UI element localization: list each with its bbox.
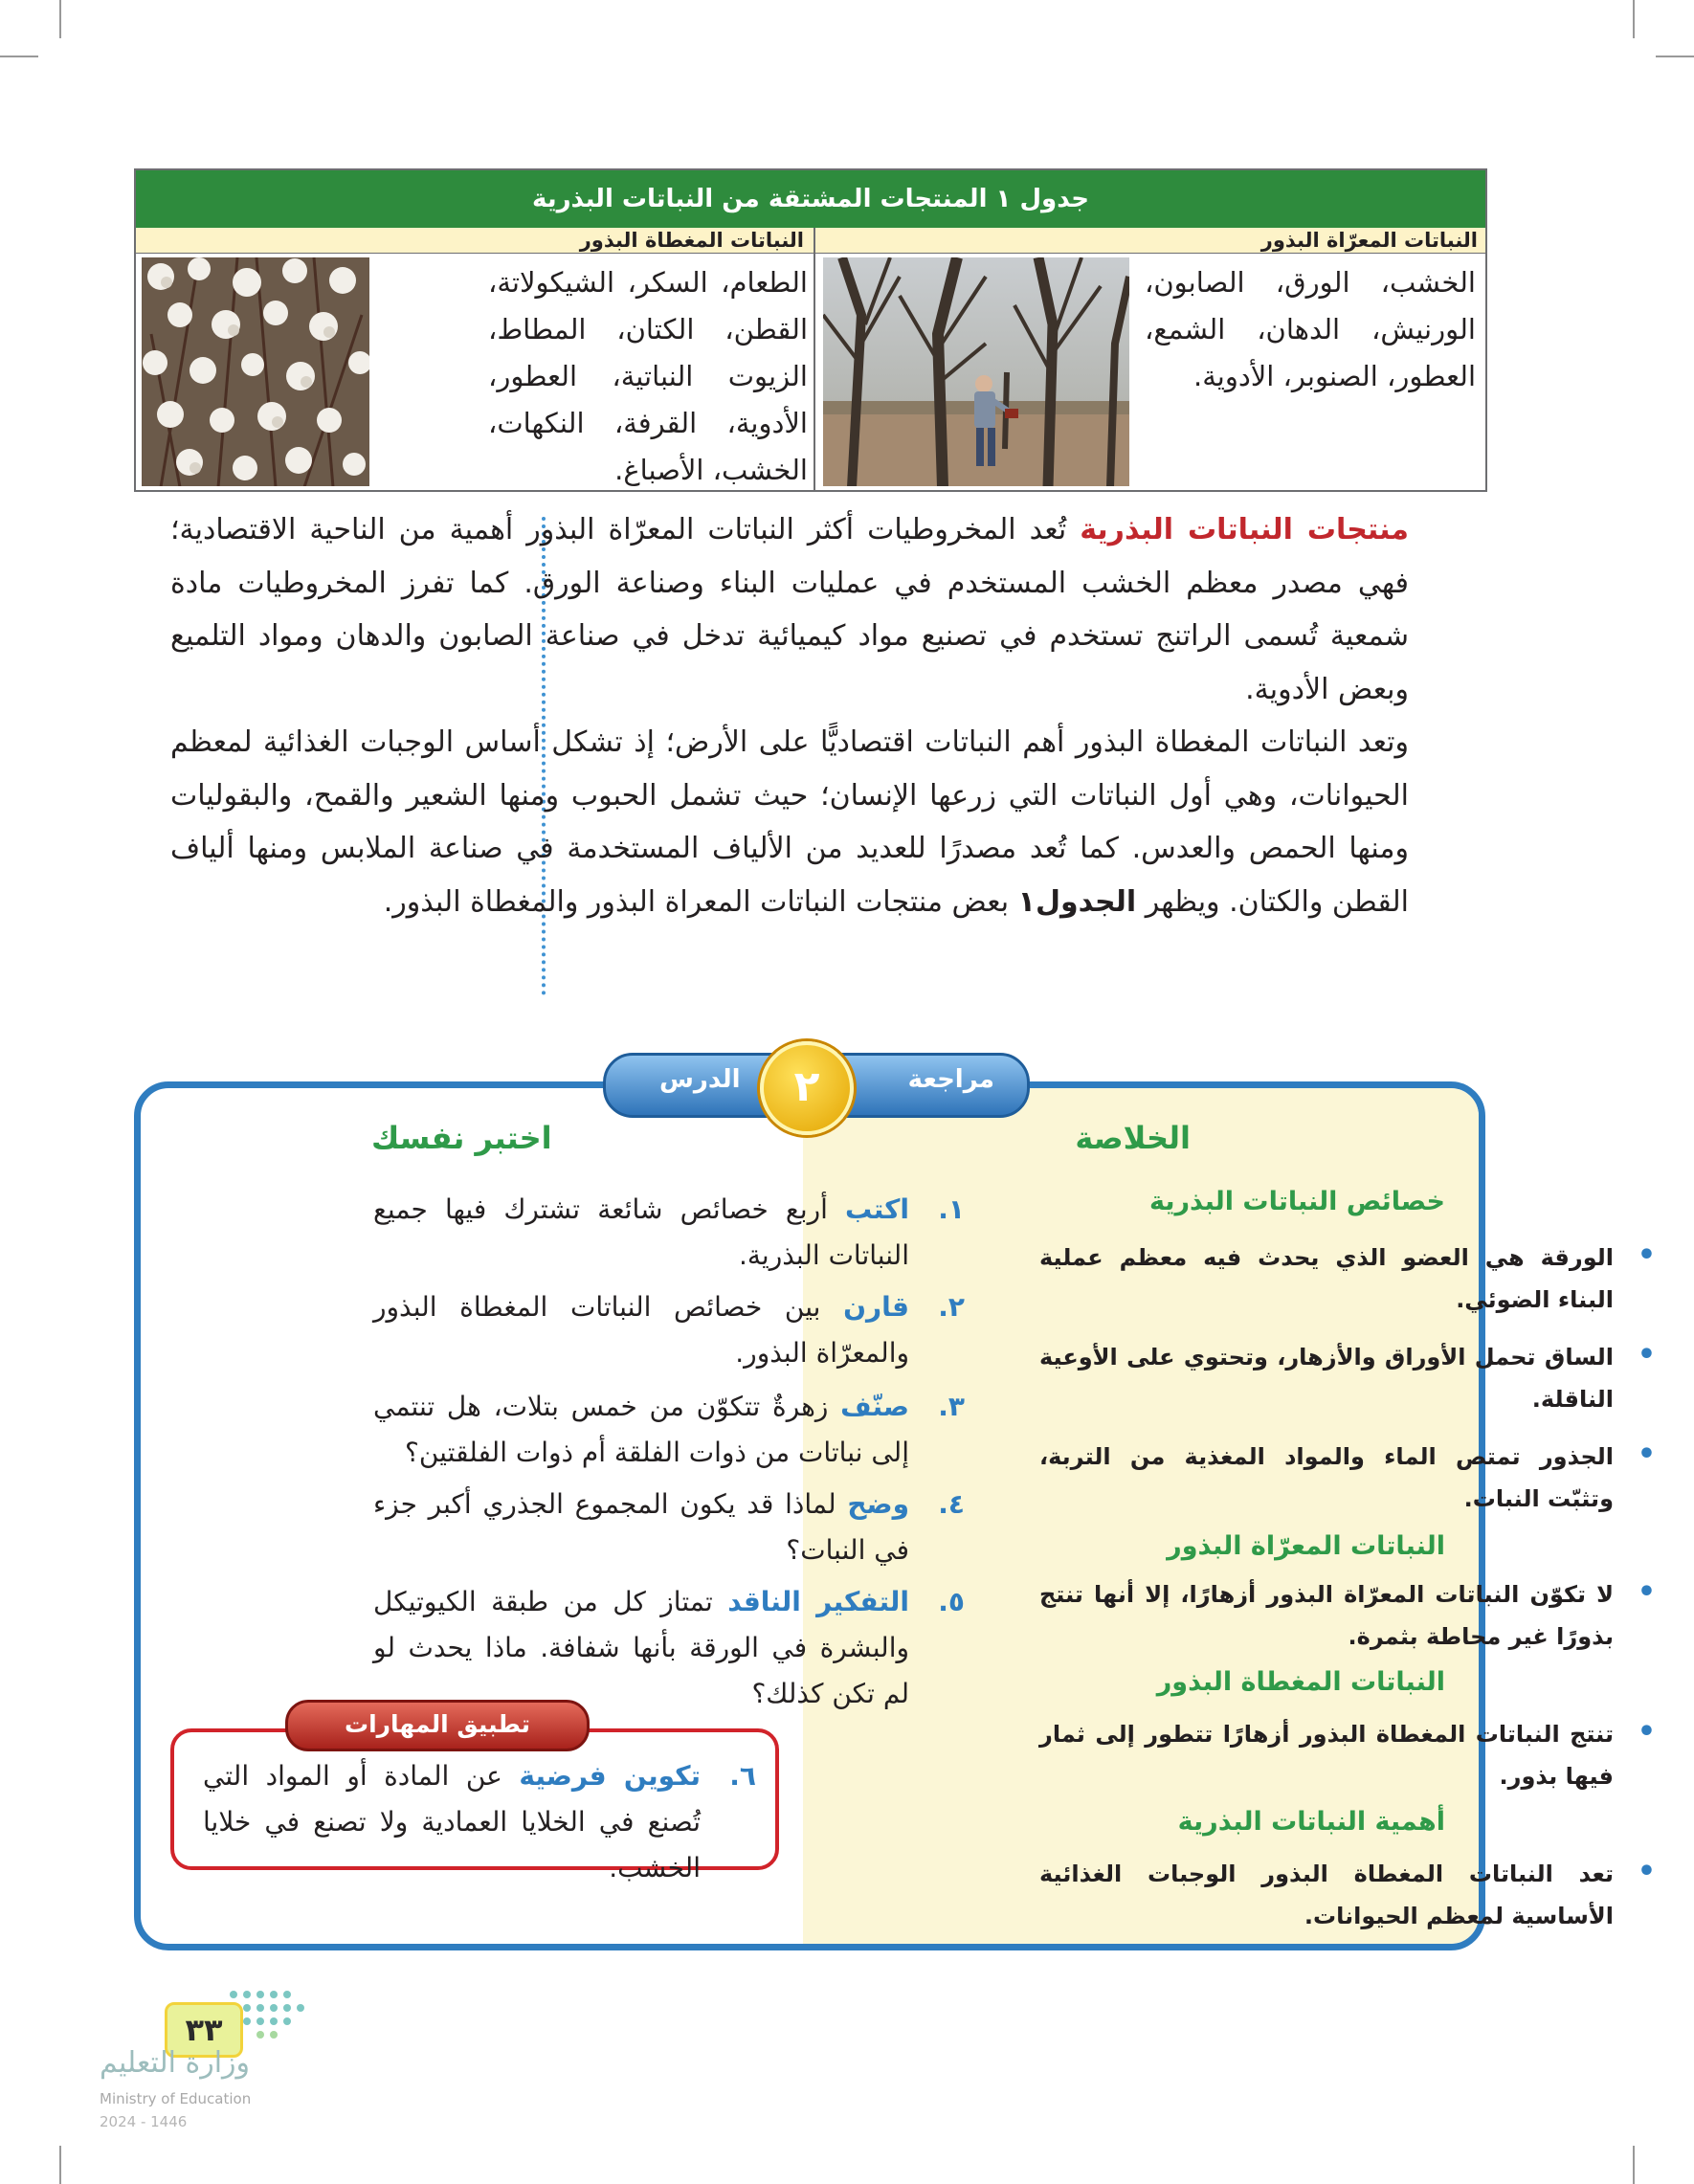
question-text: لماذا قد يكون المجموع الجذري أكبر جزء في النبات؟ [373, 1488, 909, 1566]
bullet-text: الورقة هي العضو الذي يحدث فيه معظم عملية البناء الضوئي. [1039, 1244, 1614, 1313]
table-title: جدول ١ المنتجات المشتقة من النباتات البذرية [136, 170, 1485, 228]
question-text: تمتاز كل من طبقة الكيوتيكل والبشرة في الورقة بأنها شفافة. ماذا يحدث لو لم تكن كذلك؟ [373, 1586, 909, 1709]
summary-bullet-4 [1039, 1573, 1656, 1658]
bullet-dot: • [1637, 1338, 1656, 1371]
question-5 [373, 1579, 965, 1717]
question-verb: التفكير الناقد [727, 1586, 909, 1617]
summary-bullet-6 [1039, 1853, 1656, 1937]
crop-mark [1656, 56, 1694, 57]
angiosperm-products: الطعام، السكر، الشيكولاتة، القطن، الكتان، المطاط، الزيوت النباتية، العطور، الأدوية، القرفة، النكهات، الخشب، الأصباغ. [488, 266, 808, 486]
products-table [134, 168, 1487, 492]
crop-mark [59, 0, 61, 38]
summary-bullet-3 [1039, 1436, 1656, 1520]
bullet-text: الساق تحمل الأوراق والأزهار، وتحتوي على الأوعية الناقلة. [1039, 1344, 1614, 1413]
question-2 [373, 1284, 965, 1376]
bullet-dot: • [1637, 1715, 1656, 1749]
test-yourself-title: اختبر نفسك [371, 1120, 552, 1156]
question-verb: قارن [843, 1291, 909, 1323]
lesson-number-badge: ٢ [760, 1041, 854, 1135]
paragraph-1 [170, 503, 1409, 716]
question-verb: تكوين فرضية [519, 1760, 701, 1792]
bullet-text: تنتج النباتات المغطاة البذور أزهارًا تتطور إلى ثمار فيها بذور. [1039, 1721, 1614, 1790]
table-body [136, 254, 1485, 490]
summary-heading-3: النباتات المغطاة البذور [1156, 1667, 1445, 1697]
gymnosperm-header: النباتات المعرّاة البذور [1260, 229, 1478, 252]
summary-bullet-1 [1039, 1237, 1656, 1321]
bullet-dot: • [1637, 1575, 1656, 1609]
question-text: زهرةٌ تتكوّن من خمس بتلات، هل تنتمي إلى نباتات من ذوات الفلقة أم ذوات الفلقتين؟ [373, 1391, 909, 1468]
summary-heading-4: أهمية النباتات البذرية [1177, 1807, 1445, 1837]
angiosperm-header: النباتات المغطاة البذور [579, 229, 804, 252]
question-text: أربع خصائص شائعة تشترك فيها جميع النباتات البذرية. [373, 1193, 909, 1271]
question-number: ٢. [938, 1291, 965, 1323]
table-subheader-row [136, 228, 1485, 254]
forest-photo [823, 257, 1129, 486]
question-number: ٦. [729, 1760, 756, 1792]
paragraph-1-text: تُعد المخروطيات أكثر النباتات المعرّاة البذور أهمية من الناحية الاقتصادية؛ فهي مصدر معظم الخشب المستخدم في عمليات البناء وصناعة الورق. كما تفرز المخروطيات مادة شمعية تُسمى الراتنج تستخدم في تصنيع مواد كيميائية تدخل في صناعة الصابون والدهان ومواد التلميع وبعض الأدوية. [170, 513, 1409, 706]
cotton-image [142, 257, 369, 486]
question-verb: صنّف [840, 1391, 909, 1422]
question-verb: وضح [847, 1488, 909, 1520]
bullet-text: تعد النباتات المغطاة البذور الوجبات الغذائية الأساسية لمعظم الحيوانات. [1039, 1861, 1614, 1929]
bullet-dot: • [1637, 1855, 1656, 1888]
paragraph-2 [170, 716, 1409, 928]
paragraph-2-text: وتعد النباتات المغطاة البذور أهم النباتات اقتصاديًّا على الأرض؛ إذ تشكل أساس الوجبات الغذائية لمعظم الحيوانات، وهي أول النباتات التي زرعها الإنسان؛ حيث تشمل الحبوب ومنها الشعير والقمح، والبقوليات ومنها الحمص والعدس. كما تُعد مصدرًا للعديد من الألياف المستخدمة في صناعة الملابس ومنها ألياف القطن والكتان. ويظهر [170, 725, 1409, 919]
cotton-photo [142, 257, 369, 486]
question-number: ٤. [938, 1488, 965, 1520]
edition-year: 2024 - 1446 [100, 2113, 188, 2130]
table-reference: الجدول١ [1017, 884, 1137, 919]
summary-heading-1: خصائص النباتات البذرية [1148, 1187, 1445, 1216]
body-text [170, 503, 1409, 928]
bullet-text: الجذور تمتص الماء والمواد المغذية من التربة، وتثبّت النبات. [1039, 1443, 1614, 1512]
bullet-dot: • [1637, 1238, 1656, 1272]
question-3 [373, 1384, 965, 1476]
section-heading: منتجات النباتات البذرية [1080, 513, 1409, 546]
banner-lesson-word: الدرس [659, 1065, 741, 1094]
banner-review-word: مراجعة [907, 1065, 994, 1094]
summary-bullet-2 [1039, 1336, 1656, 1420]
skills-application-tab: تطبيق المهارات [285, 1700, 590, 1751]
crop-mark [59, 2146, 61, 2184]
ministry-name-english: Ministry of Education [100, 2090, 252, 2107]
forest-image [823, 257, 1129, 486]
bullet-text: لا تكوّن النباتات المعرّاة البذور أزهارًا، إلا أنها تنتج بذورًا غير محاطة بثمرة. [1039, 1581, 1614, 1650]
question-text: بين خصائص النباتات المغطاة البذور والمعرّاة البذور. [373, 1291, 909, 1369]
question-number: ٥. [938, 1586, 965, 1617]
bullet-dot: • [1637, 1437, 1656, 1471]
summary-bullet-5 [1039, 1713, 1656, 1797]
question-1 [373, 1187, 965, 1279]
crop-mark [0, 56, 38, 57]
crop-mark [1633, 0, 1635, 38]
question-number: ٣. [938, 1391, 965, 1422]
question-6 [203, 1753, 756, 1891]
paragraph-2-end: بعض منتجات النباتات المعراة البذور والمغطاة البذور. [383, 884, 1010, 919]
summary-heading-2: النباتات المعرّاة البذور [1167, 1531, 1445, 1561]
page-number: ٣٣ [165, 2002, 243, 2058]
gymnosperm-products: الخشب، الورق، الصابون، الورنيش، الدهان، الشمع، العطور، الصنوبر، الأدوية. [1145, 266, 1476, 392]
question-text: عن المادة أو المواد التي تُصنع في الخلايا العمادية ولا تصنع في خلايا الخشب. [203, 1760, 701, 1883]
question-4 [373, 1482, 965, 1573]
question-verb: اكتب [845, 1193, 909, 1225]
question-number: ١. [938, 1193, 965, 1225]
ministry-name-arabic: وزارة التعليم [100, 2046, 251, 2080]
crop-mark [1633, 2146, 1635, 2184]
summary-title: الخلاصة [1075, 1120, 1191, 1156]
